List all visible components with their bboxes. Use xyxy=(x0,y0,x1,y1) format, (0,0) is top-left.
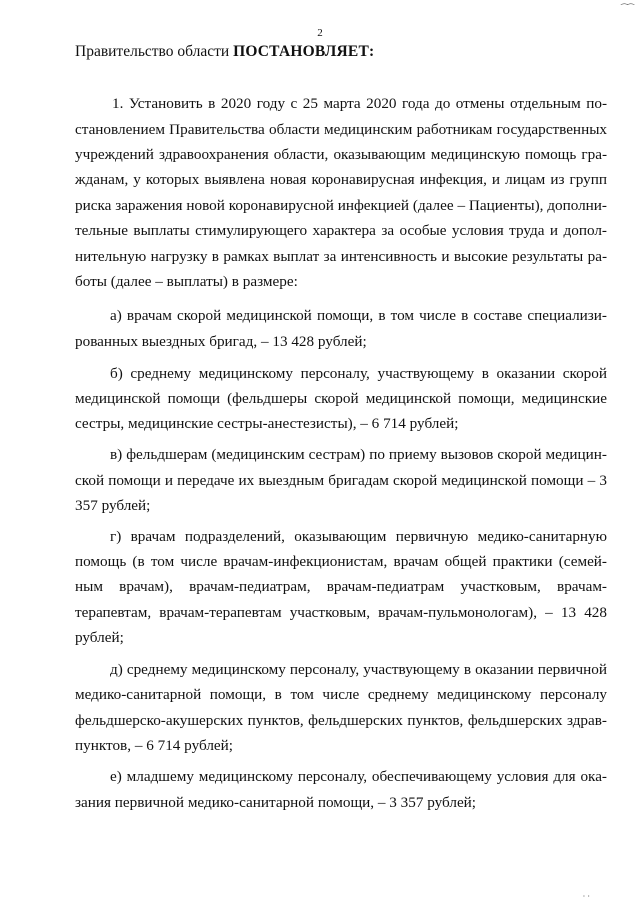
text-line: е) младшему медицинскому персоналу, обеспечивающему условия для ока- xyxy=(110,768,607,785)
text-line: в) фельдшерам (медицинским сестрам) по приему вызовов скорой медицин- xyxy=(110,446,607,463)
text-line: б) среднему медицинскому персоналу, участвующему в оказании скорой xyxy=(110,365,607,382)
text-line: а) врачам скорой медицинской помощи, в том числе в составе специализи- xyxy=(110,307,607,324)
text-line: рованных выездных бригад, – 13 428 рублей; xyxy=(75,333,367,350)
text-line: зания первичной медико-санитарной помощи, – 3 357 рублей; xyxy=(75,794,477,811)
text-line: д) среднему медицинскому персоналу, участвующему в оказании первичной xyxy=(110,661,607,678)
text-line: тельные выплаты стимулирующего характера за особые условия труда и допол- xyxy=(75,222,607,239)
heading-bold: ПОСТАНОВЛЯЕТ: xyxy=(233,43,375,60)
text-line: сестры, медицинские сестры-анестезисты), – 6 714 рублей; xyxy=(75,415,459,432)
heading-prefix: Правительство области xyxy=(75,43,230,60)
text-line: г) врачам подразделений, оказывающим первичную медико-санитарную xyxy=(110,528,607,545)
scan-mark-top: ⁔⁔ xyxy=(621,0,634,5)
text-line: терапевтам, врачам-терапевтам участковым, врачам-пульмонологам), – 13 428 xyxy=(75,604,607,621)
text-line: жданам, у которых выявлена новая коронавирусная инфекция, и лицам из групп xyxy=(75,171,607,188)
text-line: нительную нагрузку в рамках выплат за интенсивность и высокие результаты ра- xyxy=(75,248,607,265)
text-line: становлением Правительства области медицинским работникам государственных xyxy=(75,121,607,138)
text-line: рублей; xyxy=(75,629,124,646)
page-number: 2 xyxy=(317,27,323,39)
scan-mark-bottom: · · xyxy=(582,892,590,901)
text-line: медицинской помощи (фельдшеры скорой медицинской помощи, медицинские xyxy=(75,390,607,407)
resolution-heading xyxy=(75,42,374,62)
text-line: учреждений здравоохранения области, оказывающим медицинскую помощь гра- xyxy=(75,146,607,163)
text-line: 1. Установить в 2020 году с 25 марта 2020 года до отмены отдельным по- xyxy=(112,95,607,112)
text-line: пунктов, – 6 714 рублей; xyxy=(75,737,233,754)
text-line: медико-санитарной помощи, в том числе среднему медицинскому персоналу xyxy=(75,686,607,703)
text-line: боты (далее – выплаты) в размере: xyxy=(75,273,298,290)
text-line: помощь (в том числе врачам-инфекционистам, врачам общей практики (семей- xyxy=(75,553,607,570)
text-line: 357 рублей; xyxy=(75,497,151,514)
text-line: ным врачам), врачам-педиатрам, врачам-педиатрам участковым, врачам- xyxy=(75,578,607,595)
text-line: ской помощи и передаче их выездным бригадам скорой медицинской помощи – 3 xyxy=(75,472,607,489)
text-line: риска заражения новой коронавирусной инфекцией (далее – Пациенты), дополни- xyxy=(75,197,607,214)
text-line: фельдшерско-акушерских пунктов, фельдшерских пунктов, фельдшерских здрав- xyxy=(75,712,607,729)
